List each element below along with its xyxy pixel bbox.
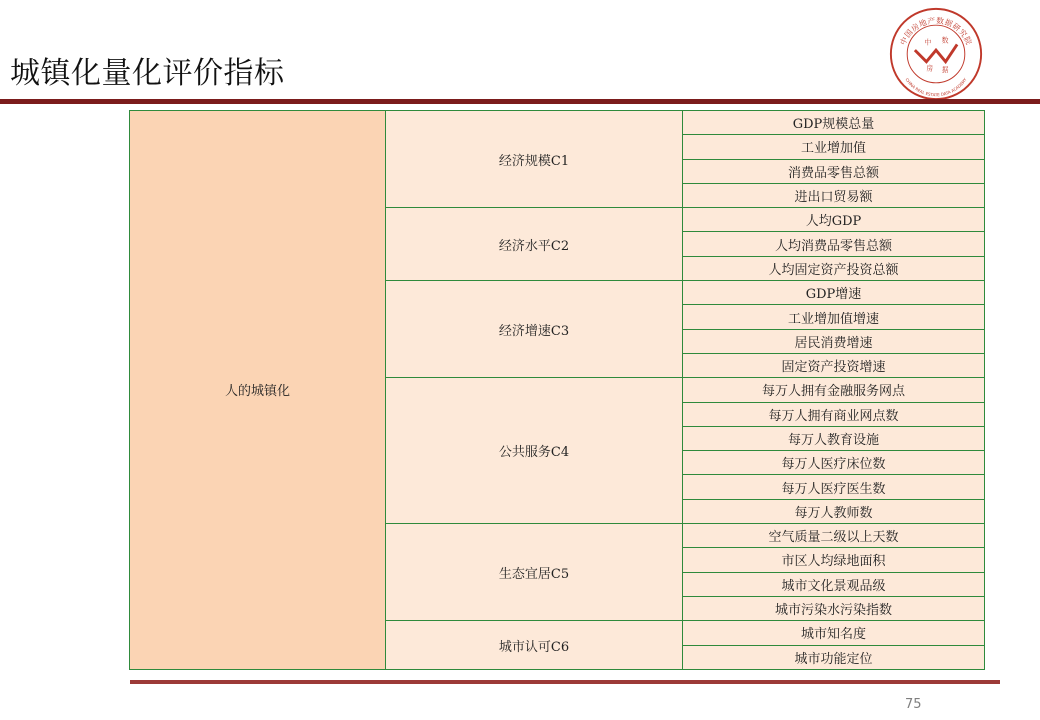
logo-bottom-text: CHINA REAL ESTATE DATA ACADEMY (904, 77, 968, 98)
logo-top-text: 中国房地产数据研究院 (898, 16, 974, 47)
indicator-cell: GDP增速 (683, 281, 985, 305)
indicator-cell: 市区人均绿地面积 (683, 548, 985, 572)
indicator-cell: 每万人拥有金融服务网点 (683, 378, 985, 402)
indicator-cell: 每万人拥有商业网点数 (683, 402, 985, 426)
indicator-cell: 人均消费品零售总额 (683, 232, 985, 256)
indicator-cell: 人均固定资产投资总额 (683, 256, 985, 280)
indicator-table-container (129, 110, 985, 670)
indicator-cell: 城市污染水污染指数 (683, 596, 985, 620)
indicator-table-body (130, 111, 985, 670)
academy-logo (888, 6, 984, 102)
indicator-cell: 空气质量二级以上天数 (683, 524, 985, 548)
indicator-cell: 进出口贸易额 (683, 183, 985, 207)
footer-divider (130, 680, 1000, 684)
indicator-cell: 消费品零售总额 (683, 159, 985, 183)
table-row (130, 111, 985, 135)
indicator-cell: 工业增加值增速 (683, 305, 985, 329)
indicator-cell: 人均GDP (683, 208, 985, 232)
logo-char-3: 房 (926, 64, 934, 73)
indicator-table (129, 110, 985, 670)
title-divider (0, 99, 1040, 104)
indicator-cell: 每万人医疗医生数 (683, 475, 985, 499)
indicator-cell: 工业增加值 (683, 135, 985, 159)
group-cell: 公共服务C4 (386, 378, 683, 524)
indicator-cell: 城市知名度 (683, 621, 985, 645)
indicator-cell: 每万人教育设施 (683, 426, 985, 450)
group-cell: 城市认可C6 (386, 621, 683, 670)
page-title: 城镇化量化评价指标 (10, 56, 285, 91)
group-cell: 经济水平C2 (386, 208, 683, 281)
page-number: 75 (905, 697, 922, 712)
logo-char-1: 中 (924, 38, 932, 47)
group-cell: 生态宜居C5 (386, 524, 683, 621)
indicator-cell: 城市文化景观品级 (683, 572, 985, 596)
logo-chart-mark (915, 44, 957, 61)
indicator-cell: 固定资产投资增速 (683, 353, 985, 377)
indicator-cell: 每万人医疗床位数 (683, 451, 985, 475)
logo-char-4: 据 (941, 66, 949, 75)
logo-char-2: 数 (941, 36, 949, 45)
indicator-cell: 每万人教师数 (683, 499, 985, 523)
indicator-cell: 居民消费增速 (683, 329, 985, 353)
group-cell: 经济规模C1 (386, 111, 683, 208)
group-cell: 经济增速C3 (386, 281, 683, 378)
indicator-cell: 城市功能定位 (683, 645, 985, 669)
root-category-cell: 人的城镇化 (130, 111, 386, 670)
indicator-cell: GDP规模总量 (683, 111, 985, 135)
